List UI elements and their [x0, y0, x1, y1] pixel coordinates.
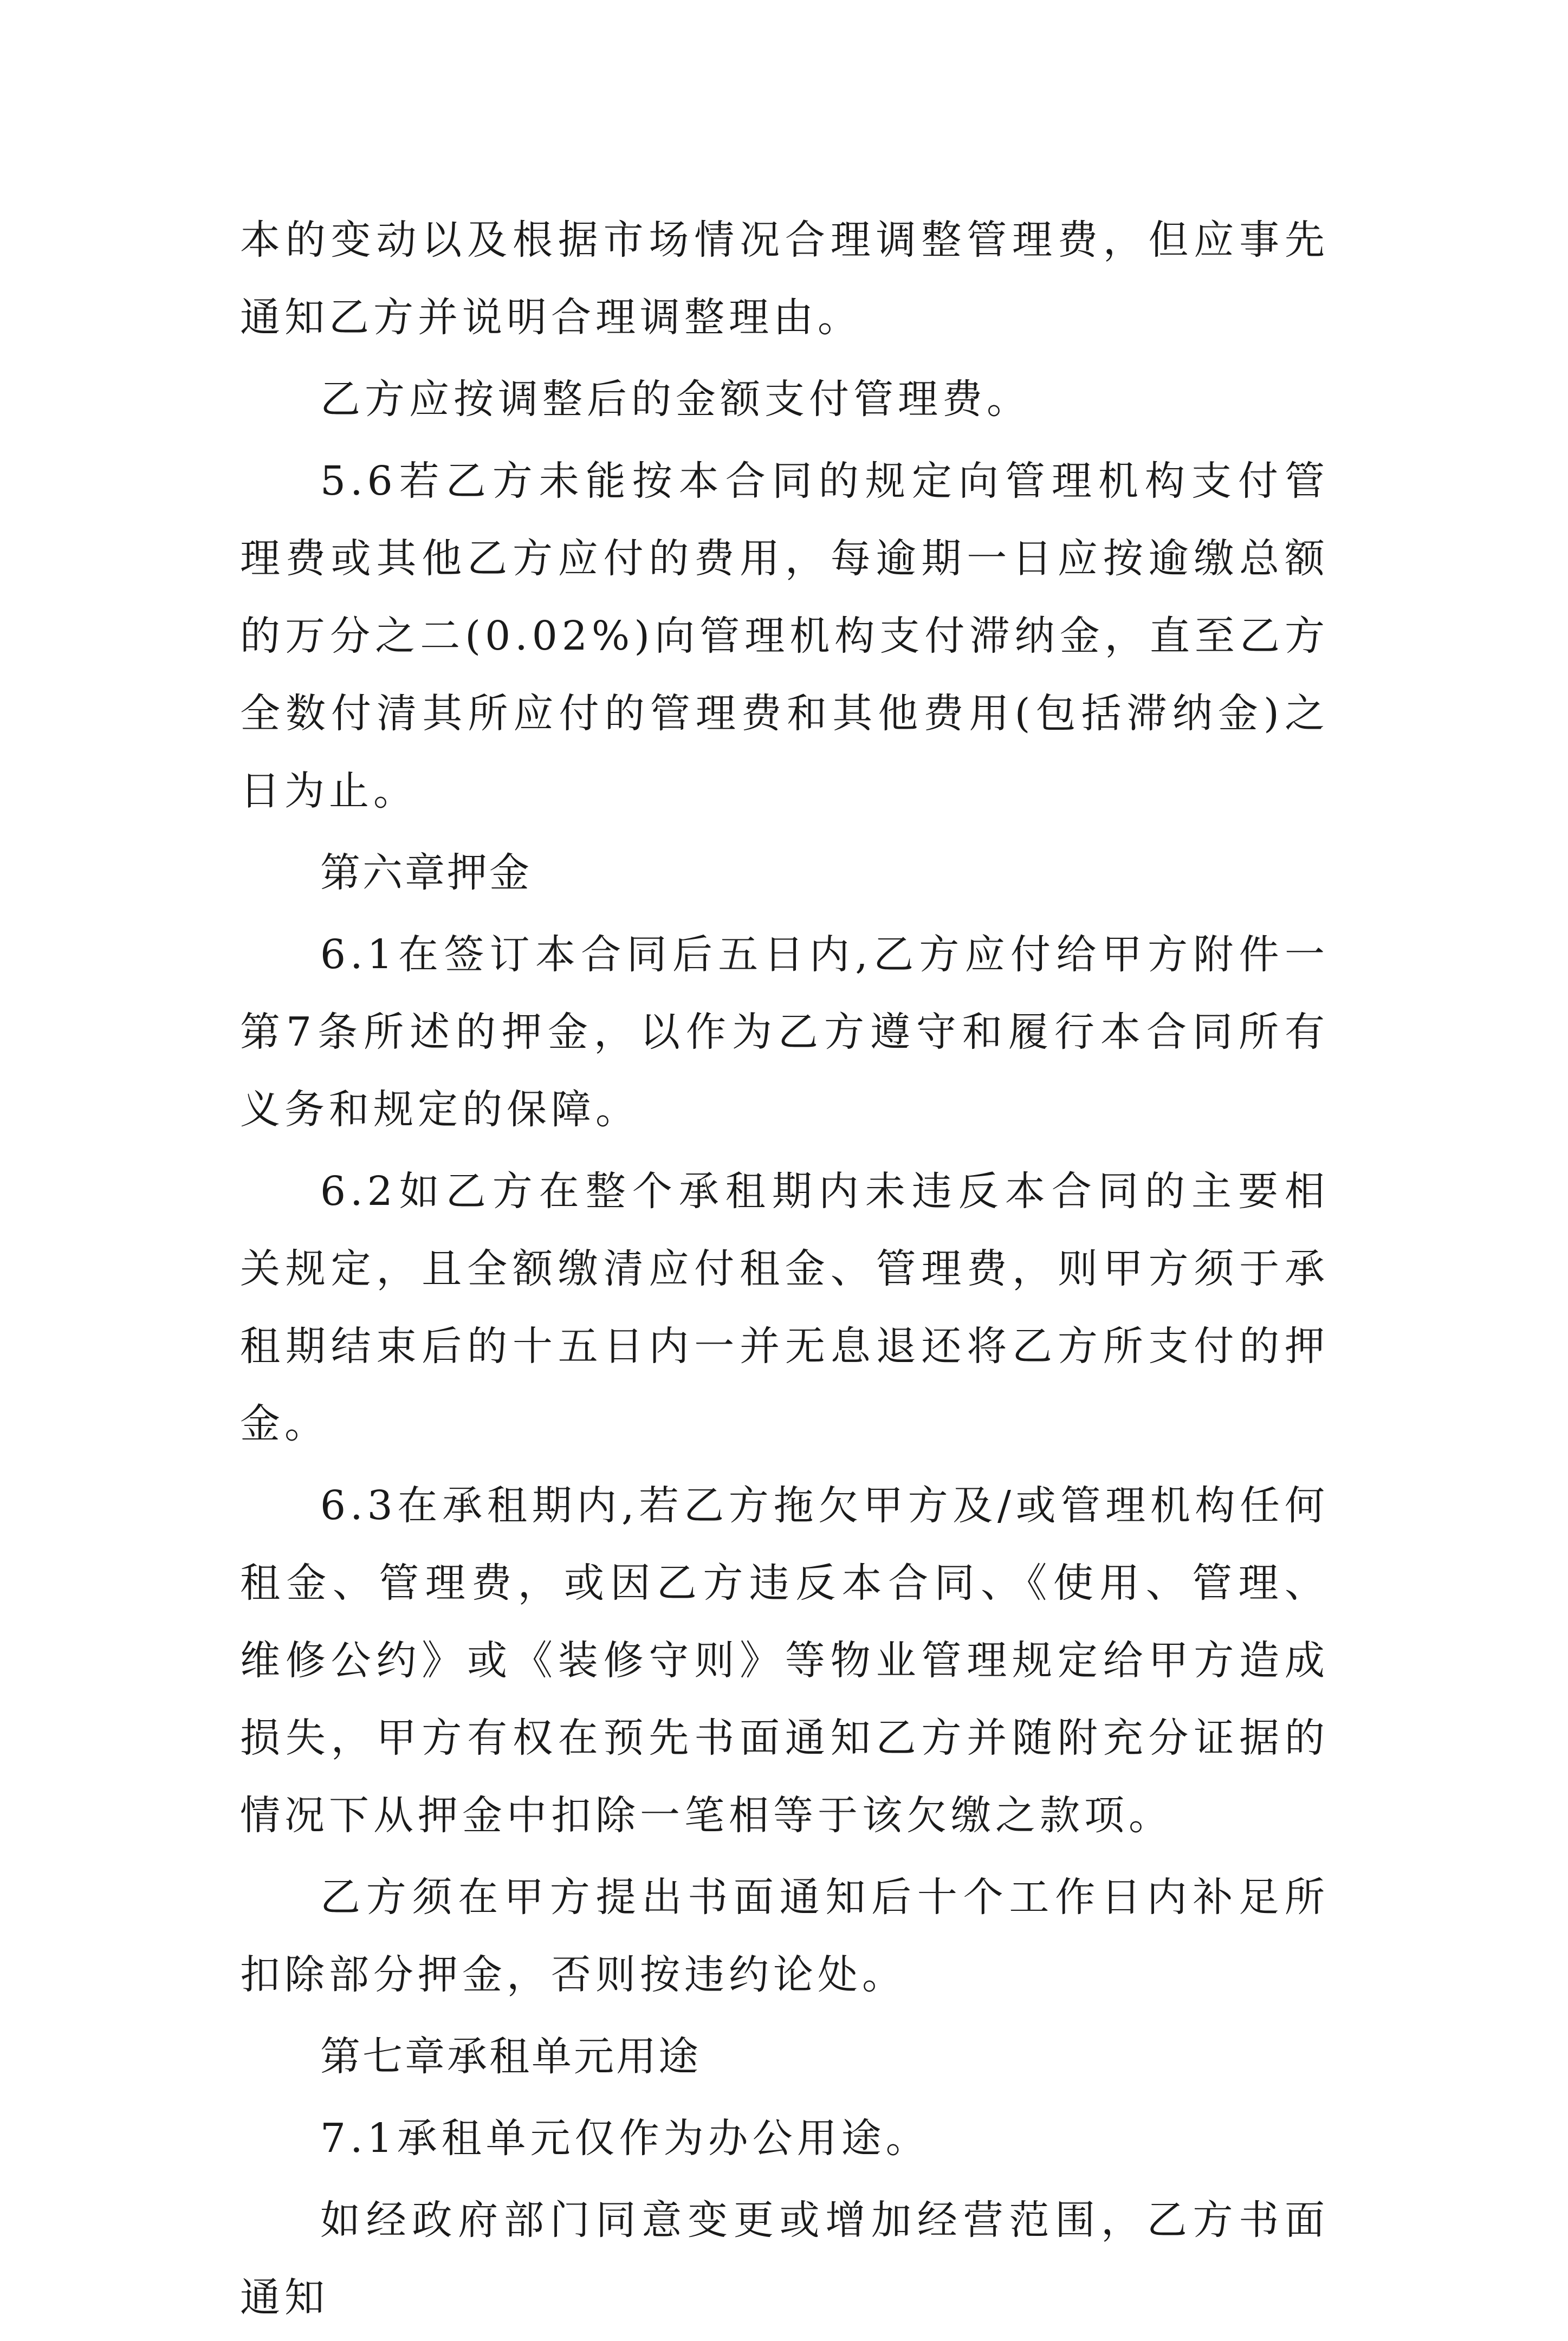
- paragraph-3: 5.6若乙方未能按本合同的规定向管理机构支付管理费或其他乙方应付的费用，每逾期一日应按逾缴总额的万分之二(0.02%)向管理机构支付滞纳金，直至乙方全数付清其所应付的管理费和其他费用(包括滞纳金)之日为止。: [240, 458, 1329, 814]
- paragraph-5: 6.1在签订本合同后五日内,乙方应付给甲方附件一第7条所述的押金，以作为乙方遵守和履行本合同所有义务和规定的保障。: [240, 931, 1329, 1133]
- document-body: [240, 202, 1329, 2341]
- paragraph-1: 本的变动以及根据市场情况合理调整管理费，但应事先通知乙方并说明合理调整理由。: [240, 217, 1329, 341]
- paragraph-8: 乙方须在甲方提出书面通知后十个工作日内补足所扣除部分押金，否则按违约论处。: [240, 1874, 1329, 1998]
- paragraph-7: 6.3在承租期内,若乙方拖欠甲方及/或管理机构任何租金、管理费，或因乙方违反本合同、《使用、管理、维修公约》或《装修守则》等物业管理规定给甲方造成损失，甲方有权在预先书面通知乙方并随附充分证据的情况下从押金中扣除一笔相等于该欠缴之款项。: [240, 1482, 1329, 1839]
- paragraph-6: 6.2如乙方在整个承租期内未违反本合同的主要相关规定，且全额缴清应付租金、管理费，则甲方须于承租期结束后的十五日内一并无息退还将乙方所支付的押金。: [240, 1168, 1329, 1447]
- paragraph-2: 乙方应按调整后的金额支付管理费。: [320, 376, 1031, 423]
- paragraph-11: 如经政府部门同意变更或增加经营范围，乙方书面通知: [240, 2197, 1329, 2321]
- chapter-heading-6: 第六章押金: [320, 849, 532, 896]
- chapter-heading-7: 第七章承租单元用途: [320, 2033, 701, 2080]
- paragraph-10: 7.1承租单元仅作为办公用途。: [320, 2115, 930, 2162]
